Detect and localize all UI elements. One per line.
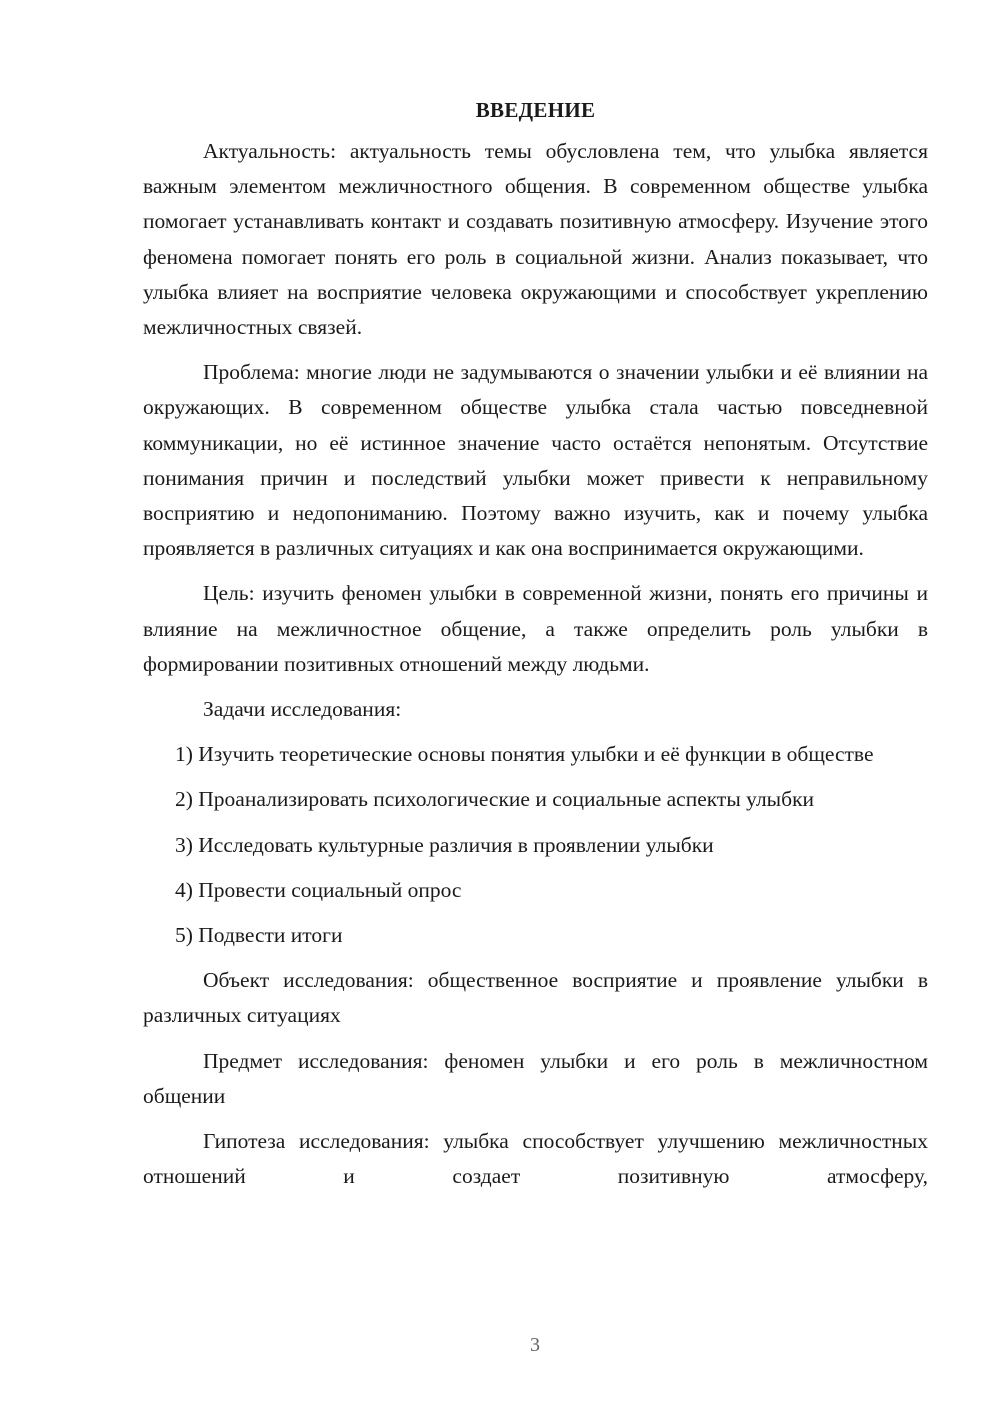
task-item-2: 2) Проанализировать психологические и социальные аспекты улыбки (175, 787, 815, 812)
page-title: ВВЕДЕНИЕ (475, 98, 596, 122)
task-item-5: 5) Подвести итоги (175, 923, 343, 948)
paragraph-problem: Проблема: многие люди не задумываются о значении улыбки и её влиянии на окружающих. В современном обществе улыбка стала частью повседневной коммуникации, но её истинное значение часто остаётся непонятым. Отсутствие понимания причин и последствий улыбки может привести к неправильному восприятию и недопониманию. Поэтому важно изучить, как и почему улыбка проявляется в различных ситуациях и как она воспринимается окружающими. (143, 360, 928, 561)
tasks-heading: Задачи исследования: (203, 697, 402, 722)
task-item-4: 4) Провести социальный опрос (175, 877, 462, 902)
paragraph-hypothesis: Гипотеза исследования: улыбка способствует улучшению межличностных отношений и создает позитивную атмосферу, (143, 1129, 928, 1189)
task-item-1: 1) Изучить теоретические основы понятия улыбки и её функции в обществе (175, 742, 874, 767)
paragraph-subject: Предмет исследования: феномен улыбки и его роль в межличностном общении (143, 1048, 928, 1108)
page-body (143, 96, 928, 1204)
paragraph-object: Объект исследования: общественное восприятие и проявление улыбки в различных ситуациях (143, 968, 928, 1028)
page-number: 3 (530, 1334, 540, 1356)
task-item-3: 3) Исследовать культурные различия в проявлении улыбки (175, 832, 714, 857)
paragraph-goal: Цель: изучить феномен улыбки в современной жизни, понять его причины и влияние на межличностное общение, а также определить роль улыбки в формировании позитивных отношений между людьми. (143, 581, 928, 676)
paragraph-relevance: Актуальность: актуальность темы обусловлена тем, что улыбка является важным элементом межличностного общения. В современном обществе улыбка помогает устанавливать контакт и создавать позитивную атмосферу. Изучение этого феномена помогает понять его роль в социальной жизни. Анализ показывает, что улыбка влияет на восприятие человека окружающими и способствует укреплению межличностных связей. (143, 139, 928, 340)
